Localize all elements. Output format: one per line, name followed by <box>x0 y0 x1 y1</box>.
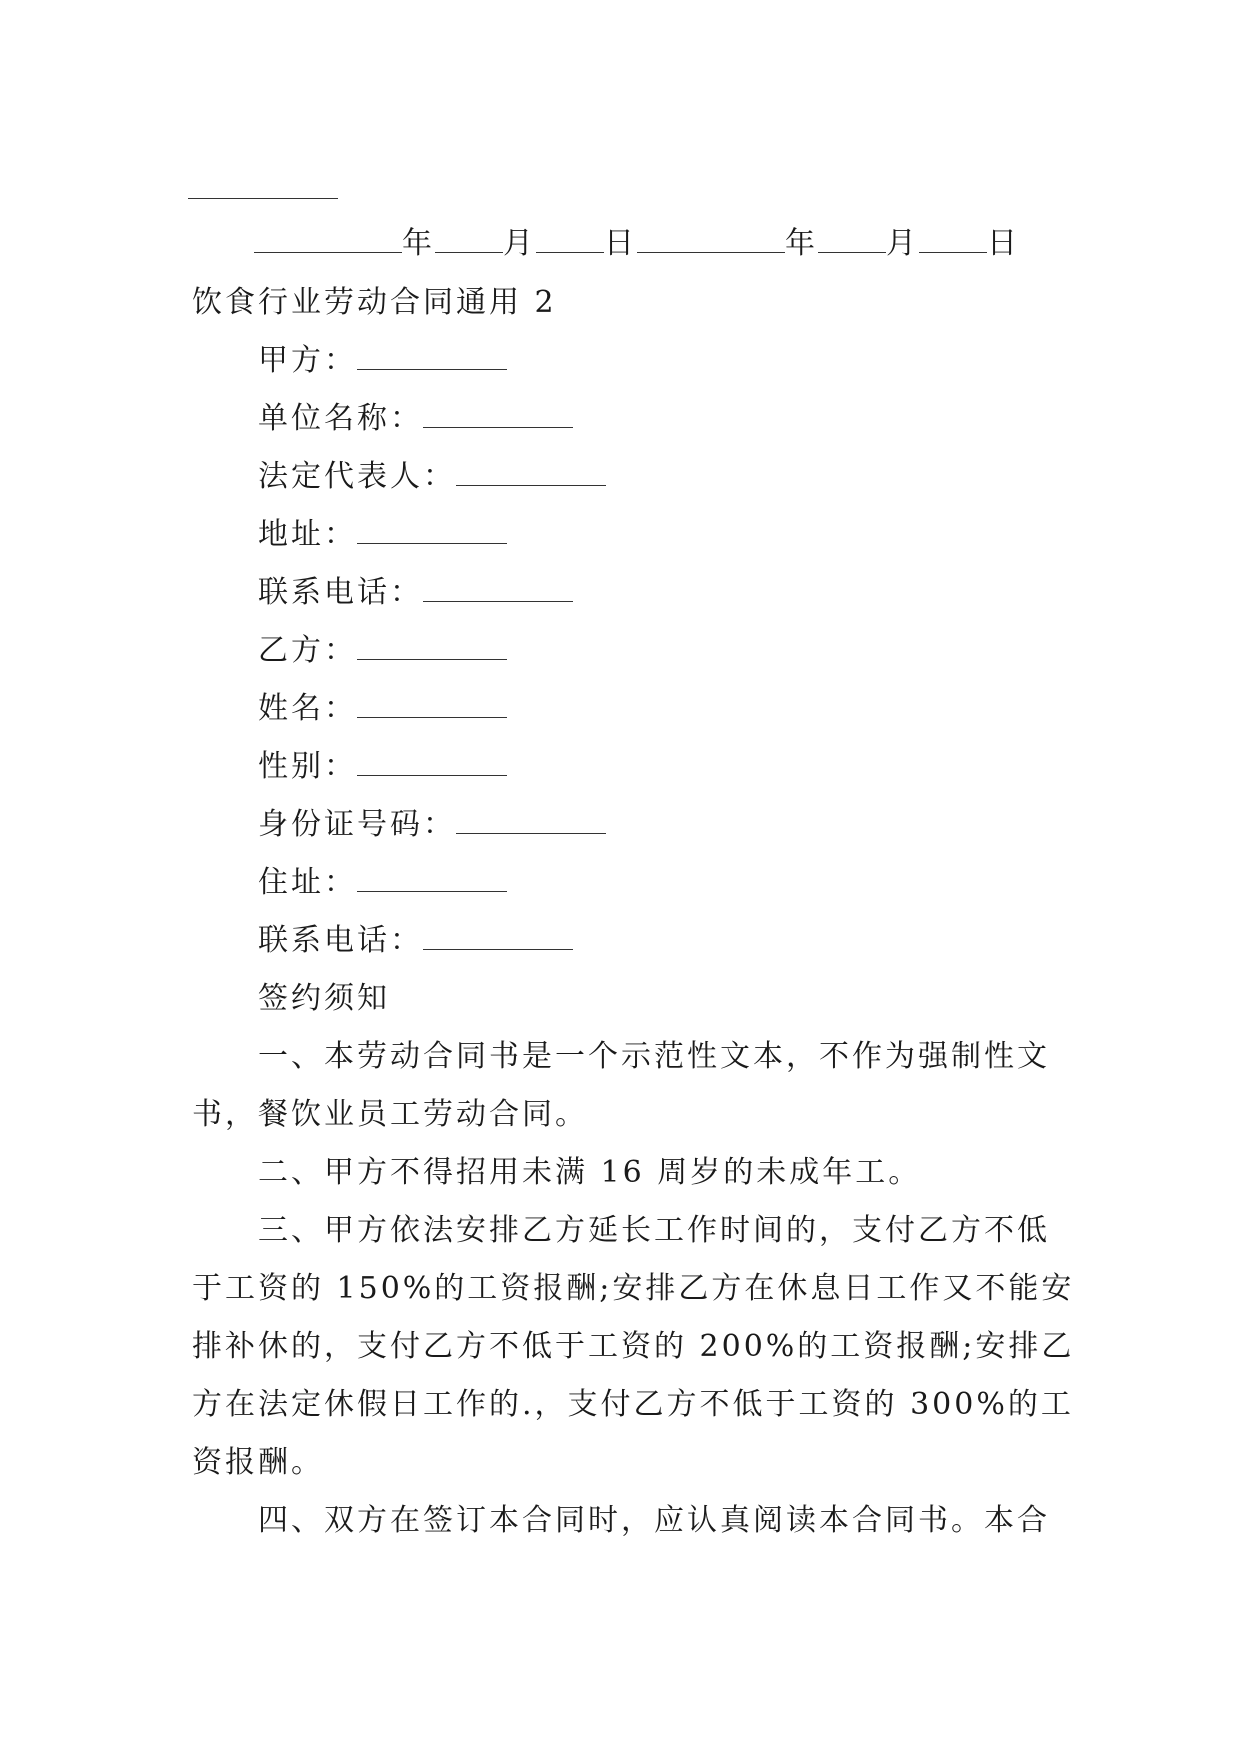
id-number-row <box>258 807 606 843</box>
party-a-label: 甲方： <box>258 343 357 378</box>
blank-field <box>254 226 402 253</box>
blank-field <box>357 343 507 370</box>
blank-field <box>357 865 507 892</box>
phone-a-row <box>258 575 573 611</box>
blank-field <box>818 226 886 253</box>
party-b-row <box>258 633 507 669</box>
blank-field <box>357 517 507 544</box>
top-blank <box>188 172 338 208</box>
document-title: 饮食行业劳动合同通用 2 <box>192 285 557 320</box>
address-b-row <box>258 865 507 901</box>
party-b-label: 乙方： <box>258 633 357 668</box>
blank-field <box>357 749 507 776</box>
blank-field <box>188 172 338 199</box>
unit-name-label: 单位名称： <box>258 401 423 436</box>
name-row <box>258 691 507 727</box>
notice-paragraph-line: 三、甲方依法安排乙方延长工作时间的，支付乙方不低 <box>258 1213 1050 1248</box>
blank-field <box>357 691 507 718</box>
notice-paragraph-line: 书，餐饮业员工劳动合同。 <box>192 1097 588 1132</box>
notice-paragraph-line: 资报酬。 <box>192 1445 324 1480</box>
month-label: 月 <box>503 226 536 261</box>
year-label: 年 <box>402 226 435 261</box>
blank-field <box>456 459 606 486</box>
notice-paragraph-line: 方在法定休假日工作的.，支付乙方不低于工资的 300%的工 <box>192 1387 1074 1422</box>
id-number-label: 身份证号码： <box>258 807 456 842</box>
legal-rep-label: 法定代表人： <box>258 459 456 494</box>
phone-b-row <box>258 923 573 959</box>
address-a-row <box>258 517 507 553</box>
date-line <box>254 226 1020 262</box>
address-a-label: 地址： <box>258 517 357 552</box>
notice-paragraph-line: 于工资的 150%的工资报酬;安排乙方在休息日工作又不能安 <box>192 1271 1075 1306</box>
unit-name-row <box>258 401 573 437</box>
day-label: 日 <box>604 226 637 261</box>
gender-row <box>258 749 507 785</box>
notice-paragraph-line: 一、本劳动合同书是一个示范性文本，不作为强制性文 <box>258 1039 1050 1074</box>
notice-paragraph-line: 四、双方在签订本合同时，应认真阅读本合同书。本合 <box>258 1503 1050 1538</box>
notice-paragraph-line: 排补休的，支付乙方不低于工资的 200%的工资报酬;安排乙 <box>192 1329 1075 1364</box>
address-b-label: 住址： <box>258 865 357 900</box>
party-a-row <box>258 343 507 379</box>
month-label: 月 <box>886 226 919 261</box>
year-label: 年 <box>785 226 818 261</box>
blank-field <box>423 575 573 602</box>
blank-field <box>423 923 573 950</box>
name-label: 姓名： <box>258 691 357 726</box>
blank-field <box>423 401 573 428</box>
day-label: 日 <box>987 226 1020 261</box>
blank-field <box>435 226 503 253</box>
gender-label: 性别： <box>258 749 357 784</box>
phone-a-label: 联系电话： <box>258 575 423 610</box>
phone-b-label: 联系电话： <box>258 923 423 958</box>
blank-field <box>637 226 785 253</box>
blank-field <box>536 226 604 253</box>
blank-field <box>919 226 987 253</box>
blank-field <box>357 633 507 660</box>
legal-rep-row <box>258 459 606 495</box>
notice-paragraph-line: 二、甲方不得招用未满 16 周岁的未成年工。 <box>258 1155 922 1190</box>
notice-heading: 签约须知 <box>258 981 390 1016</box>
blank-field <box>456 807 606 834</box>
